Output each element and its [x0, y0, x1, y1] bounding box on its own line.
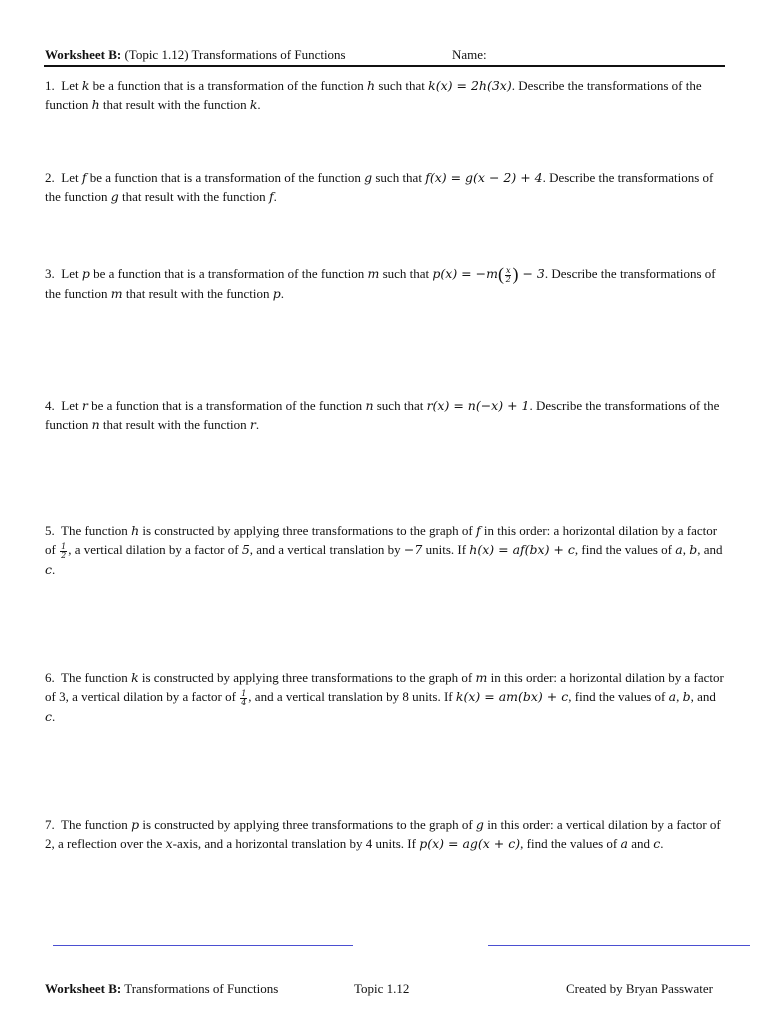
question-text: , and a vertical translation by 8 units. If [248, 689, 456, 704]
question-text: Let [61, 398, 82, 413]
header-divider [44, 65, 725, 67]
math-expression: 5 [241, 542, 250, 557]
question-text: , and [697, 542, 723, 557]
question-text: . [660, 836, 664, 851]
math-expression: k [249, 97, 258, 112]
question-text: . [52, 561, 56, 577]
question-text: such that [379, 266, 433, 281]
fraction [505, 267, 512, 284]
math-expression: n [365, 398, 374, 413]
question-6 [45, 668, 725, 726]
worksheet-header [45, 47, 725, 63]
question-text: such that [373, 398, 427, 413]
footer-worksheet [45, 981, 278, 997]
question-number: 7. [45, 817, 62, 832]
question-text: , [676, 689, 683, 704]
question-text: The function [61, 817, 132, 832]
question-text: in this order: a vertical dilation by a factor of 2, a reflection over the [45, 817, 721, 851]
fraction-denominator: 2 [505, 274, 511, 284]
question-text: , and a vertical translation by [249, 542, 404, 557]
math-expression: k(x) = am(bx) + c [455, 689, 569, 704]
question-text: such that [372, 170, 426, 185]
math-paren: ) [512, 264, 519, 284]
fraction-denominator: 4 [241, 697, 247, 707]
fraction-numerator: 1 [61, 541, 67, 551]
question-text: be a function that is a transformation of the function [89, 78, 368, 93]
math-expression: k [131, 670, 139, 685]
math-expression: a [668, 689, 677, 704]
question-text: is constructed by applying three transformations to the graph of [139, 523, 476, 538]
math-expression: r(x) = n(−x) + 1 [426, 398, 530, 413]
question-number: 4. [45, 398, 62, 413]
math-expression: p [131, 817, 140, 832]
question-text: be a function that is a transformation of the function [86, 170, 365, 185]
math-expression: c [653, 836, 661, 851]
math-expression: a [620, 836, 628, 851]
question-text: The function [61, 523, 132, 538]
question-text: be a function that is a transformation of the function [87, 398, 366, 413]
math-expression: h(x) = af(bx) + c [469, 542, 575, 557]
question-text: such that [375, 78, 429, 93]
question-text: , a vertical dilation by a factor of [68, 542, 242, 557]
question-text: , and [690, 689, 716, 704]
math-expression: g [110, 189, 119, 204]
question-text: that result with the function [99, 417, 250, 432]
worksheet-title: (Topic 1.12) Transformations of Functions [124, 47, 346, 62]
question-text: that result with the function [122, 286, 273, 301]
math-expression: −7 [403, 542, 423, 557]
math-expression: h [131, 523, 140, 538]
question-text: . Describe the transformations of the function [45, 398, 720, 432]
question-text: that result with the function [99, 97, 250, 112]
math-expression: m [475, 670, 488, 685]
question-3 [45, 264, 725, 303]
question-7 [45, 815, 725, 853]
question-text: , find the values of [520, 836, 621, 851]
question-text: is constructed by applying three transformations to the graph of [139, 817, 476, 832]
math-expression: h [91, 97, 100, 112]
math-expression: p(x) = −m [432, 266, 498, 281]
math-expression: f [475, 523, 481, 538]
fraction [240, 690, 247, 707]
math-expression: n [91, 417, 100, 432]
question-5 [45, 521, 725, 579]
math-expression: f [81, 170, 87, 185]
question-number: 5. [45, 523, 62, 538]
question-1 [45, 76, 725, 114]
question-text: in this order: a horizontal dilation by a factor of [45, 523, 718, 557]
question-text: -axis, and a horizontal translation by 4 units. If [172, 836, 420, 851]
worksheet-label: Worksheet B: [45, 47, 122, 62]
math-expression: h [367, 78, 376, 93]
math-expression: a [675, 542, 683, 557]
question-text: The function [61, 670, 132, 685]
math-expression: g [475, 817, 484, 832]
question-text: . Describe the transformations of the function [45, 170, 714, 204]
math-expression: − 3 [518, 266, 545, 281]
signature-line-left [53, 945, 353, 946]
footer-title: Transformations of Functions [124, 981, 279, 996]
question-text: in this order: a horizontal dilation by a factor of 3, a vertical dilation by a factor of [45, 670, 724, 704]
fraction-numerator: x [505, 265, 511, 275]
math-expression: m [367, 266, 380, 281]
math-expression: r [81, 398, 88, 413]
question-text: . [257, 97, 261, 112]
question-text: Let [61, 78, 82, 93]
footer-topic: Topic 1.12 [354, 981, 410, 996]
math-expression: p(x) = ag(x + c) [419, 836, 521, 851]
math-expression: k [81, 78, 90, 93]
fraction [60, 543, 67, 560]
signature-line-right [488, 945, 750, 946]
fraction-numerator: 1 [241, 688, 247, 698]
question-text: and [627, 836, 654, 851]
question-text: , find the values of [574, 542, 676, 557]
math-expression: f(x) = g(x − 2) + 4 [425, 170, 543, 185]
footer-credit: Created by Bryan Passwater [566, 981, 713, 996]
math-expression: p [81, 266, 90, 281]
question-2 [45, 168, 725, 206]
math-expression: g [364, 170, 373, 185]
name-label: Name: [452, 47, 487, 62]
math-expression: x [165, 836, 173, 851]
question-text: . [52, 708, 56, 724]
math-expression: f [268, 189, 274, 204]
question-text: . Describe the transformations of the function [45, 266, 716, 301]
question-text: is constructed by applying three transformations to the graph of [138, 670, 476, 685]
question-number: 1. [45, 78, 62, 93]
question-text: units. If [422, 542, 470, 557]
question-text: that result with the function [118, 189, 269, 204]
footer-label: Worksheet B: [45, 981, 122, 996]
math-expression: k(x) = 2h(3x) [428, 78, 512, 93]
question-text: , find the values of [568, 689, 669, 704]
question-text: be a function that is a transformation of the function [89, 266, 368, 281]
question-text: . [273, 189, 277, 204]
math-expression: b [689, 542, 698, 557]
question-4 [45, 396, 725, 434]
question-text: Let [61, 170, 82, 185]
question-text: . Describe the transformations of the function [45, 78, 702, 112]
question-text: . [280, 286, 285, 301]
question-number: 2. [45, 170, 62, 185]
math-expression: r [249, 417, 256, 432]
math-expression: c [45, 708, 53, 724]
question-number: 3. [45, 266, 62, 281]
question-text: . [255, 417, 260, 432]
question-text: , [682, 542, 690, 557]
math-expression: b [682, 689, 691, 704]
math-expression: p [272, 286, 281, 301]
question-text: Let [61, 266, 82, 281]
fraction-denominator: 2 [61, 550, 67, 560]
math-paren: ( [497, 264, 504, 284]
question-number: 6. [45, 670, 62, 685]
math-expression: m [110, 286, 123, 301]
math-expression: c [45, 561, 53, 577]
